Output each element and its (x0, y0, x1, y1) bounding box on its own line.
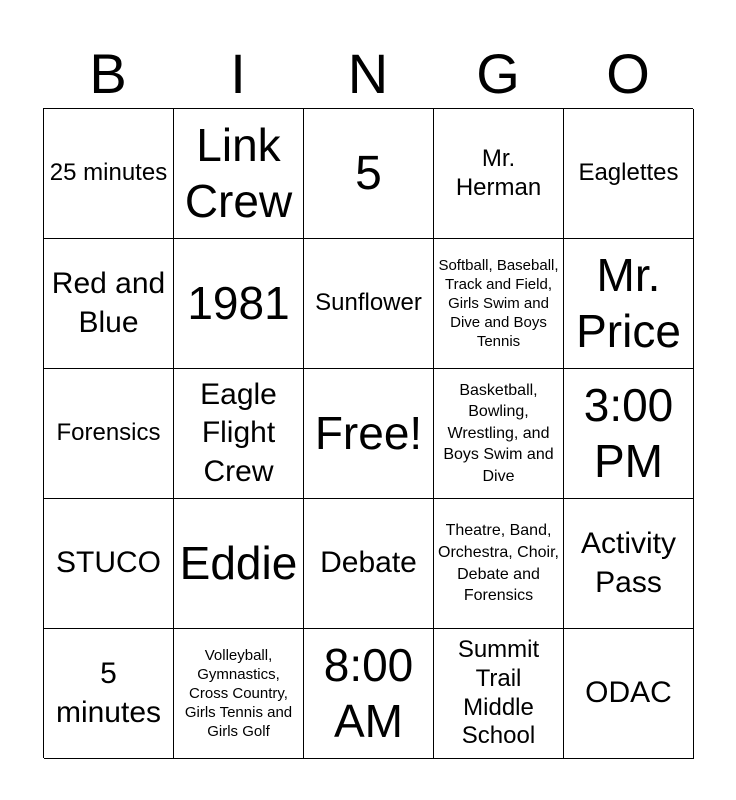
header-letter-o: O (606, 42, 650, 105)
cell-text: Free! (314, 406, 423, 459)
cell-text: Red and Blue (51, 267, 166, 339)
header-letter-b: B (89, 42, 127, 105)
cell-text: 3:00 PM (583, 379, 674, 487)
bingo-cell[interactable] (434, 369, 564, 499)
bingo-cell[interactable] (434, 629, 564, 759)
bingo-board (43, 108, 693, 758)
bingo-cell[interactable] (434, 239, 564, 369)
bingo-cell[interactable] (44, 499, 174, 629)
bingo-cell[interactable] (174, 629, 304, 759)
bingo-cell[interactable] (174, 239, 304, 369)
bingo-cell[interactable] (44, 239, 174, 369)
cell-text: Basketball, Bowling, Wrestling, and Boys Swim and Dive (443, 381, 554, 485)
bingo-cell[interactable] (564, 109, 694, 239)
cell-text: 5 (355, 146, 382, 200)
cell-text: Sunflower (315, 289, 422, 317)
bingo-cell[interactable] (564, 499, 694, 629)
bingo-cell[interactable] (564, 629, 694, 759)
header-letter-n: N (347, 42, 389, 105)
cell-text: Link Crew (184, 119, 293, 227)
cell-text: Eagle Flight Crew (200, 377, 277, 488)
bingo-cell[interactable] (304, 499, 434, 629)
bingo-cell[interactable] (44, 109, 174, 239)
bingo-cell[interactable] (304, 109, 434, 239)
header-letter-i: I (230, 42, 246, 105)
bingo-header (43, 40, 693, 108)
cell-text: Debate (320, 546, 417, 580)
cell-text: Softball, Baseball, Track and Field, Girls Swim and Dive and Boys Tennis (438, 256, 559, 351)
cell-text: 5 minutes (55, 657, 162, 729)
bingo-cell free-space[interactable] (304, 369, 434, 499)
bingo-cell[interactable] (434, 109, 564, 239)
bingo-cell[interactable] (564, 369, 694, 499)
cell-text: Mr. Price (576, 249, 681, 357)
cell-text: Summit Trail Middle School (457, 635, 540, 750)
bingo-cell[interactable] (304, 239, 434, 369)
bingo-cell[interactable] (174, 109, 304, 239)
bingo-cell[interactable] (44, 629, 174, 759)
cell-text: Activity Pass (580, 527, 676, 599)
header-letter-g: G (476, 42, 520, 105)
bingo-cell[interactable] (44, 369, 174, 499)
bingo-cell[interactable] (304, 629, 434, 759)
cell-text: Theatre, Band, Orchestra, Choir, Debate and Forensics (438, 522, 559, 605)
bingo-cell[interactable] (434, 499, 564, 629)
cell-text: Eddie (179, 536, 298, 589)
cell-text: ODAC (585, 676, 672, 710)
cell-text: 25 minutes (49, 159, 168, 187)
cell-text: Forensics (56, 419, 161, 447)
cell-text: 8:00 AM (323, 639, 414, 747)
bingo-cell[interactable] (564, 239, 694, 369)
cell-text: Volleyball, Gymnastics, Cross Country, Girls Tennis and Girls Golf (184, 646, 293, 741)
cell-text: Eaglettes (578, 159, 679, 187)
cell-text: STUCO (56, 546, 161, 580)
cell-text: 1981 (187, 276, 290, 329)
bingo-cell[interactable] (174, 369, 304, 499)
bingo-cell[interactable] (174, 499, 304, 629)
cell-text: Mr. Herman (455, 144, 542, 201)
